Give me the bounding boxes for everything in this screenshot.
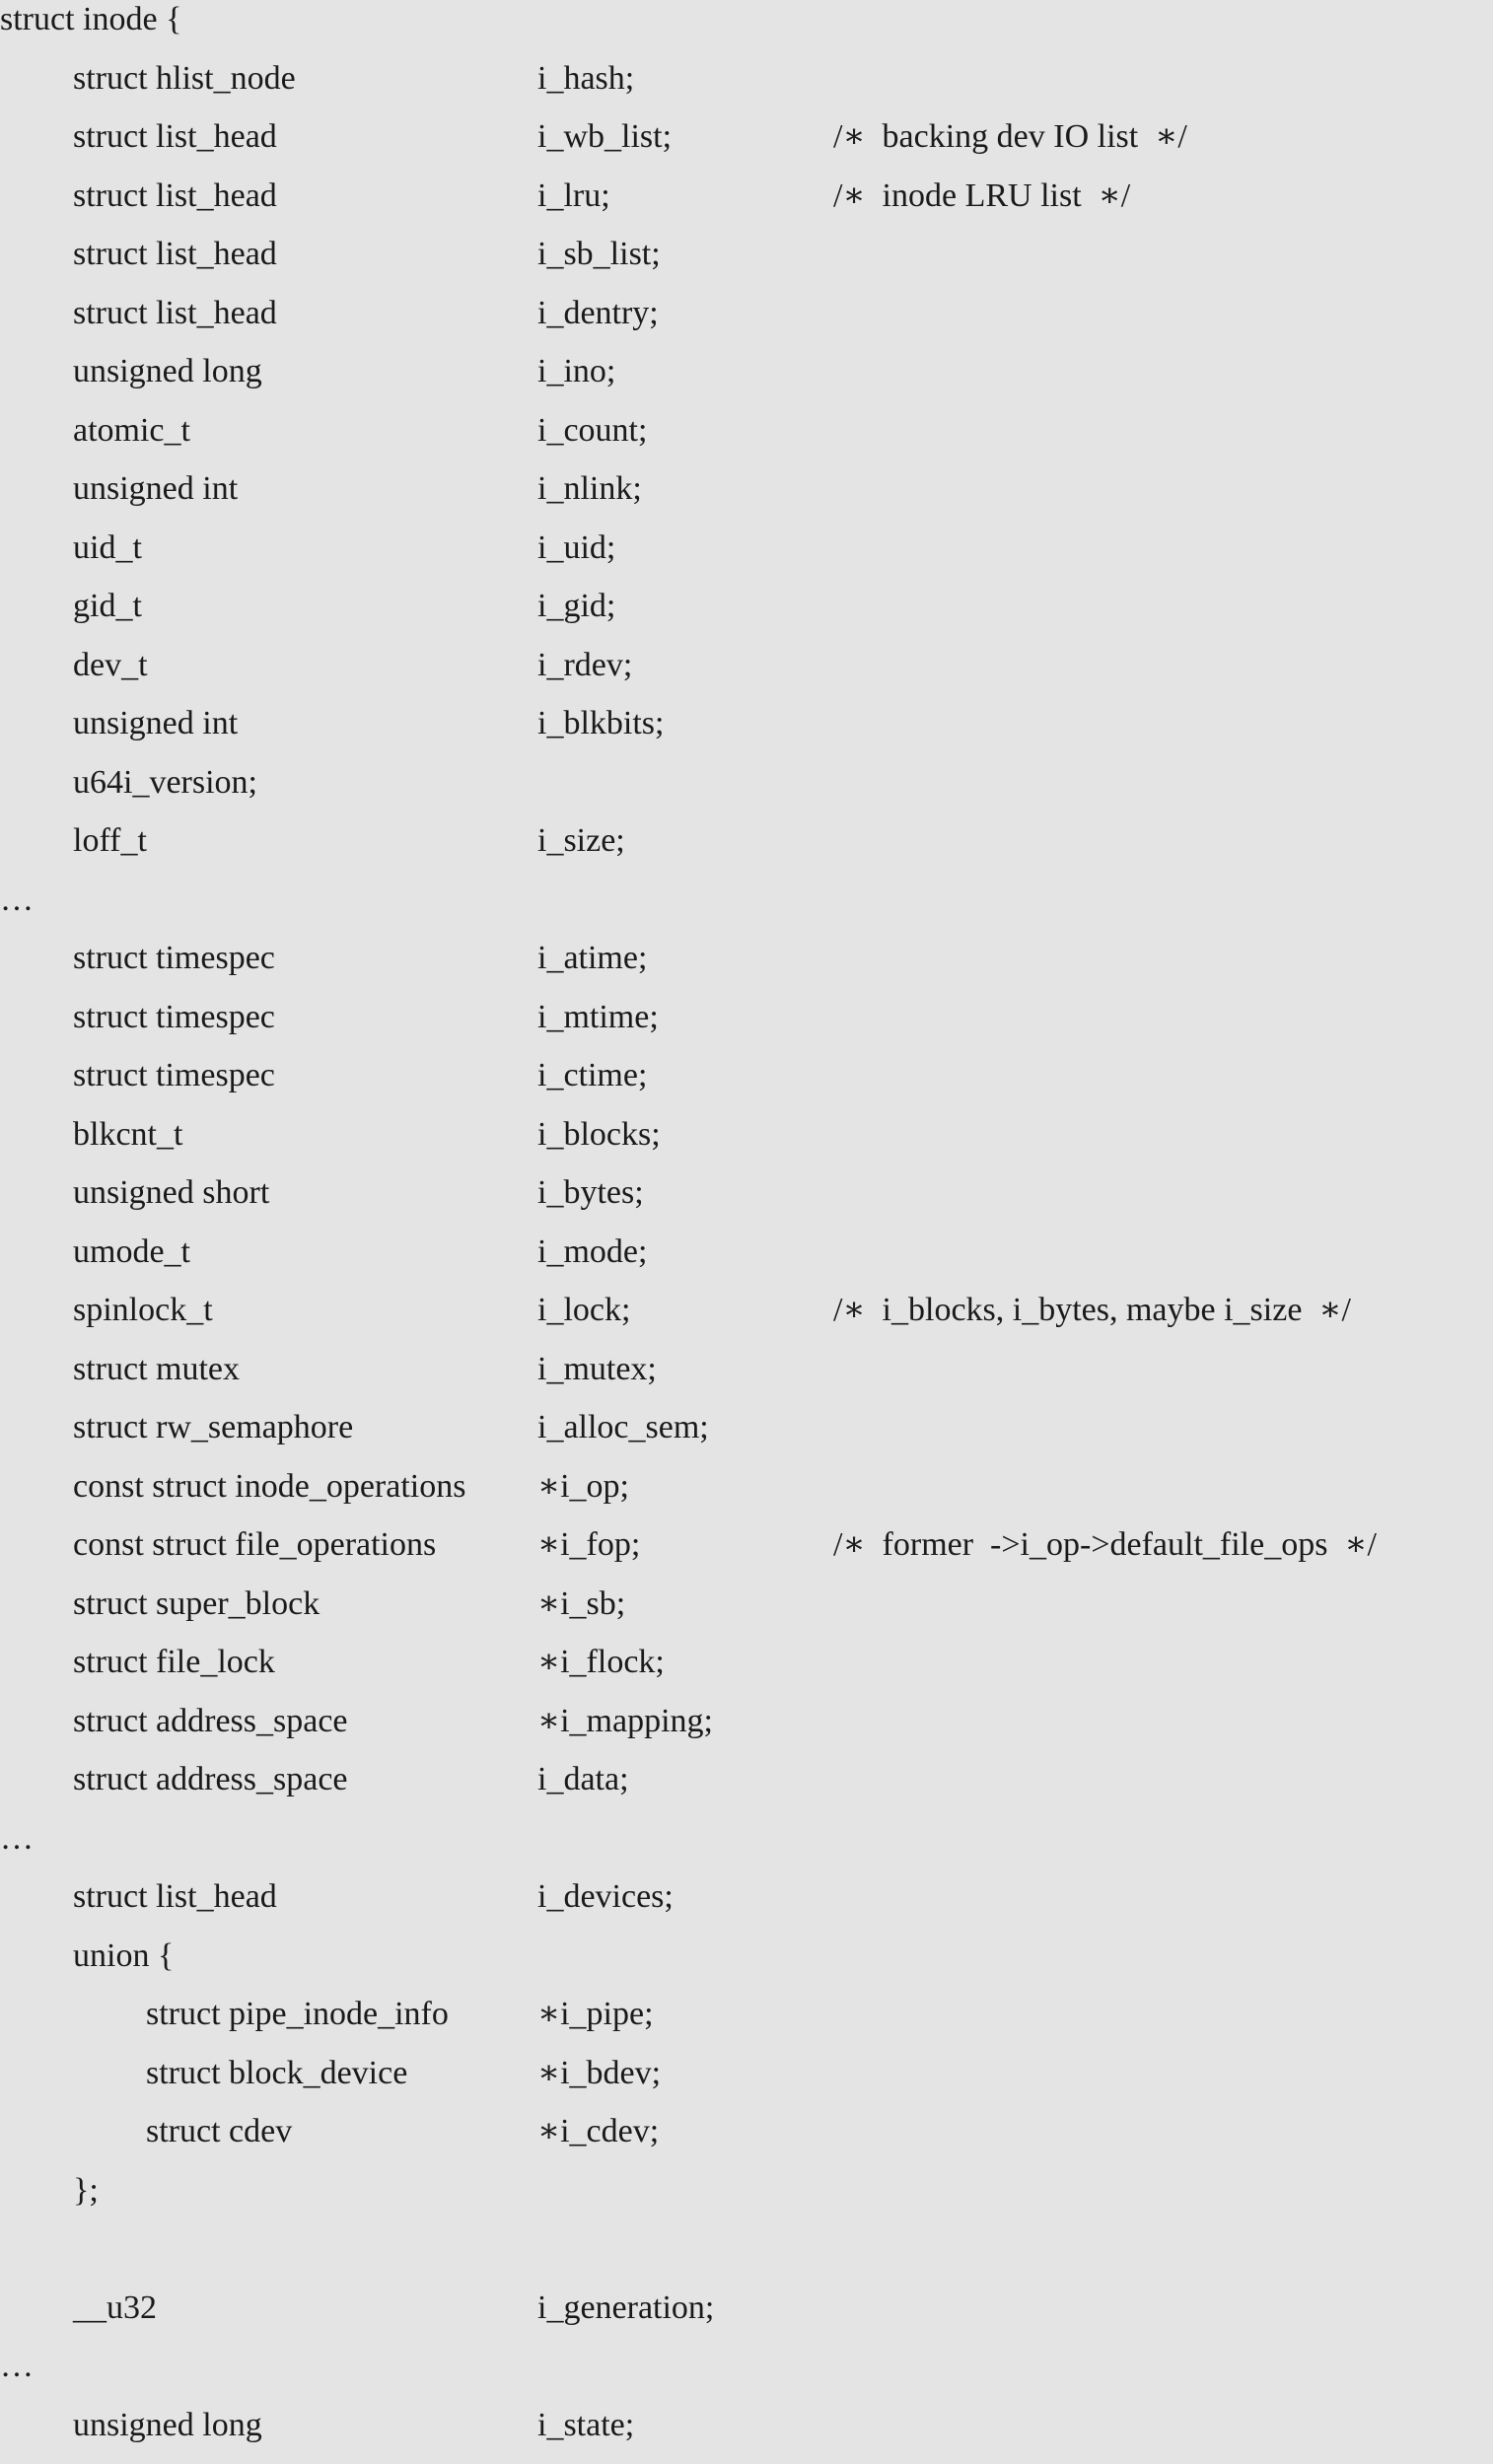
code-line bbox=[0, 880, 1493, 940]
code-line-field bbox=[0, 1702, 1493, 1761]
code-line-field bbox=[0, 1115, 1493, 1174]
field-type: unsigned long bbox=[73, 352, 262, 391]
field-type: __u32 bbox=[73, 2288, 157, 2328]
code-line-field bbox=[0, 1525, 1493, 1584]
field-type: struct list_head bbox=[73, 294, 277, 333]
field-name: i_blocks; bbox=[537, 1115, 661, 1155]
field-name: i_devices; bbox=[537, 1877, 674, 1917]
field-type: const struct inode_operations bbox=[73, 1467, 465, 1507]
field-name: i_gid; bbox=[537, 587, 615, 626]
field-name: ∗i_op; bbox=[537, 1467, 629, 1507]
field-type: unsigned long bbox=[73, 2406, 262, 2445]
field-type: struct rw_semaphore bbox=[73, 1408, 353, 1447]
field-type: struct hlist_node bbox=[73, 59, 296, 99]
field-type: struct list_head bbox=[73, 1877, 277, 1917]
ellipsis-marker: … bbox=[0, 1819, 34, 1859]
field-comment: /∗ inode LRU list ∗/ bbox=[833, 176, 1130, 216]
code-line bbox=[0, 1936, 1493, 1996]
field-comment: /∗ backing dev IO list ∗/ bbox=[833, 117, 1187, 157]
field-type: struct timespec bbox=[73, 939, 275, 978]
field-type: unsigned short bbox=[73, 1173, 269, 1213]
code-line bbox=[0, 1819, 1493, 1878]
code-line-field bbox=[0, 998, 1493, 1057]
code-line-field bbox=[0, 2112, 1493, 2171]
code-line-field bbox=[0, 1467, 1493, 1526]
field-name: i_generation; bbox=[537, 2288, 714, 2328]
code-line-field bbox=[0, 2406, 1493, 2464]
code-line-field bbox=[0, 1584, 1493, 1644]
field-name: ∗i_bdev; bbox=[537, 2054, 661, 2093]
field-name: ∗i_flock; bbox=[537, 1643, 665, 1682]
field-type: struct timespec bbox=[73, 998, 275, 1037]
field-name: ∗i_mapping; bbox=[537, 1702, 713, 1741]
code-line-field bbox=[0, 821, 1493, 880]
code-line-field bbox=[0, 1760, 1493, 1819]
code-line-field bbox=[0, 1173, 1493, 1232]
ellipsis-marker: … bbox=[0, 2347, 34, 2386]
field-type: umode_t bbox=[73, 1232, 190, 1272]
code-line bbox=[0, 0, 1493, 59]
field-type: struct mutex bbox=[73, 1350, 240, 1389]
code-text: union { bbox=[73, 1936, 174, 1976]
field-name: i_mtime; bbox=[537, 998, 659, 1037]
code-text: u64i_version; bbox=[73, 763, 257, 803]
field-type: loff_t bbox=[73, 821, 147, 861]
field-name: i_rdev; bbox=[537, 646, 632, 685]
field-name: i_size; bbox=[537, 821, 625, 861]
code-line bbox=[0, 2171, 1493, 2230]
field-type: dev_t bbox=[73, 646, 148, 685]
code-line-blank bbox=[0, 2229, 1493, 2288]
field-name: i_uid; bbox=[537, 528, 615, 568]
field-type: struct timespec bbox=[73, 1056, 275, 1095]
code-line-field bbox=[0, 2288, 1493, 2348]
field-type: struct cdev bbox=[146, 2112, 292, 2151]
field-name: i_wb_list; bbox=[537, 117, 672, 157]
field-name: i_mode; bbox=[537, 1232, 647, 1272]
code-line-field bbox=[0, 1995, 1493, 2054]
code-line bbox=[0, 2347, 1493, 2406]
field-type: struct block_device bbox=[146, 2054, 407, 2093]
code-line-field bbox=[0, 587, 1493, 646]
field-type: struct list_head bbox=[73, 117, 277, 157]
field-type: struct list_head bbox=[73, 235, 277, 274]
code-text: }; bbox=[73, 2171, 99, 2211]
field-name: i_ctime; bbox=[537, 1056, 647, 1095]
field-name: ∗i_pipe; bbox=[537, 1995, 654, 2034]
field-type: struct pipe_inode_info bbox=[146, 1995, 449, 2034]
field-name: i_state; bbox=[537, 2406, 634, 2445]
field-type: blkcnt_t bbox=[73, 1115, 182, 1155]
field-name: ∗i_cdev; bbox=[537, 2112, 659, 2151]
code-line-field bbox=[0, 2054, 1493, 2113]
code-line-field bbox=[0, 59, 1493, 118]
code-line-field bbox=[0, 1643, 1493, 1702]
field-comment: /∗ former ->i_op->default_file_ops ∗/ bbox=[833, 1525, 1377, 1565]
field-comment: /∗ i_blocks, i_bytes, maybe i_size ∗/ bbox=[833, 1291, 1351, 1330]
field-type: unsigned int bbox=[73, 704, 238, 743]
code-line-field bbox=[0, 294, 1493, 353]
code-line-field bbox=[0, 1408, 1493, 1467]
field-type: gid_t bbox=[73, 587, 142, 626]
field-type: unsigned int bbox=[73, 469, 238, 509]
code-line bbox=[0, 763, 1493, 822]
ellipsis-marker: … bbox=[0, 880, 34, 920]
code-line-field bbox=[0, 176, 1493, 236]
field-name: i_dentry; bbox=[537, 294, 659, 333]
field-name: i_data; bbox=[537, 1760, 629, 1799]
field-name: i_alloc_sem; bbox=[537, 1408, 709, 1447]
field-type: const struct file_operations bbox=[73, 1525, 436, 1565]
code-line-field bbox=[0, 411, 1493, 470]
code-line-field bbox=[0, 1291, 1493, 1350]
field-type: spinlock_t bbox=[73, 1291, 213, 1330]
code-text: struct inode { bbox=[0, 0, 181, 39]
code-line-field bbox=[0, 352, 1493, 411]
field-type: struct super_block bbox=[73, 1584, 320, 1624]
code-line-field bbox=[0, 117, 1493, 176]
field-name: i_lock; bbox=[537, 1291, 630, 1330]
field-name: i_sb_list; bbox=[537, 235, 661, 274]
code-line-field bbox=[0, 646, 1493, 705]
code-line-field bbox=[0, 704, 1493, 763]
code-line-field bbox=[0, 939, 1493, 998]
field-name: ∗i_sb; bbox=[537, 1584, 625, 1624]
field-name: i_atime; bbox=[537, 939, 647, 978]
field-name: i_bytes; bbox=[537, 1173, 644, 1213]
field-name: i_hash; bbox=[537, 59, 634, 99]
field-name: i_blkbits; bbox=[537, 704, 664, 743]
field-type: struct address_space bbox=[73, 1760, 348, 1799]
code-line-field bbox=[0, 1877, 1493, 1936]
code-line-field bbox=[0, 1232, 1493, 1292]
code-line-field bbox=[0, 528, 1493, 588]
field-type: uid_t bbox=[73, 528, 142, 568]
code-line-field bbox=[0, 235, 1493, 294]
field-name: ∗i_fop; bbox=[537, 1525, 640, 1565]
field-name: i_count; bbox=[537, 411, 647, 451]
code-line-field bbox=[0, 1056, 1493, 1115]
code-line-field bbox=[0, 469, 1493, 528]
field-type: struct list_head bbox=[73, 176, 277, 216]
field-name: i_nlink; bbox=[537, 469, 642, 509]
field-type: struct file_lock bbox=[73, 1643, 275, 1682]
field-type: atomic_t bbox=[73, 411, 190, 451]
field-name: i_ino; bbox=[537, 352, 615, 391]
field-name: i_lru; bbox=[537, 176, 610, 216]
code-line-field bbox=[0, 1350, 1493, 1409]
field-type: struct address_space bbox=[73, 1702, 348, 1741]
field-name: i_mutex; bbox=[537, 1350, 657, 1389]
